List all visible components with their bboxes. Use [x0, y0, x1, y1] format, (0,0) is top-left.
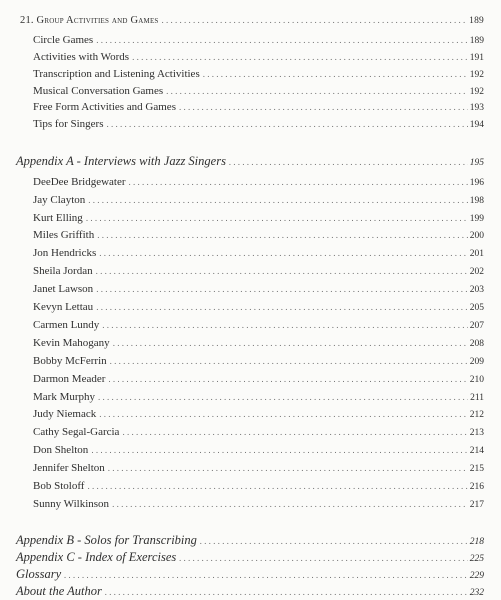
toc-item [33, 481, 484, 493]
appendix-title: Appendix B - Solos for Transcribing [16, 533, 197, 547]
toc-item-label: Janet Lawson [33, 283, 94, 295]
dot-leader [64, 571, 468, 580]
toc-item [33, 52, 484, 64]
page-number: 200 [469, 231, 484, 241]
page-number: 189 [469, 36, 484, 46]
page-number: 218 [469, 537, 484, 547]
dot-leader [132, 53, 468, 62]
dot-leader [179, 103, 468, 112]
toc-item-label: Free Form Activities and Games [33, 101, 176, 113]
toc-item-label: Carmen Lundy [33, 319, 100, 331]
dot-leader [110, 357, 468, 366]
page-number: 192 [469, 87, 484, 97]
dot-leader [91, 446, 467, 455]
toc-item-label: Kevin Mahogany [33, 337, 110, 349]
dot-leader [105, 588, 468, 597]
chapter-title: 21. Group Activities and Games [20, 15, 159, 26]
toc-item-label: Sheila Jordan [33, 265, 93, 277]
toc-item-label: Transcription and Listening Activities [33, 68, 200, 80]
page-number: 189 [469, 16, 484, 26]
appendix-title: Appendix A - Interviews with Jazz Singers [16, 154, 226, 168]
toc-item-label: Darmon Meader [33, 373, 106, 385]
toc-item [33, 177, 484, 189]
dot-leader [200, 537, 468, 546]
toc-item-label: Activities with Words [33, 51, 130, 63]
toc-item-label: Miles Griffith [33, 229, 95, 241]
dot-leader [162, 16, 468, 25]
toc-glossary [16, 568, 484, 582]
toc-chapter-21 [20, 16, 484, 27]
page-number: 225 [469, 554, 484, 564]
toc-item-label: Kevyn Lettau [33, 301, 94, 313]
toc-item [33, 213, 484, 225]
toc-item-label: Judy Niemack [33, 408, 97, 420]
toc-item-label: Kurt Elling [33, 212, 83, 224]
toc-item [33, 338, 484, 350]
toc-item [33, 102, 484, 114]
dot-leader [108, 375, 467, 384]
dot-leader [102, 321, 467, 330]
toc-item-label: Cathy Segal-Garcia [33, 426, 120, 438]
page-number: 191 [469, 53, 484, 63]
toc-item [33, 499, 484, 511]
toc-item-label: DeeDee Bridgewater [33, 176, 126, 188]
page-number: 201 [469, 249, 484, 259]
page-number: 205 [469, 303, 484, 313]
toc-item [33, 266, 484, 278]
page-number: 198 [469, 196, 484, 206]
page-number: 216 [469, 482, 484, 492]
dot-leader [96, 267, 468, 276]
section-title: Glossary [16, 567, 62, 581]
section-title: About the Author [16, 584, 102, 598]
toc-item [33, 392, 484, 404]
appendix-title: Appendix C - Index of Exercises [16, 550, 177, 564]
page-number: 203 [469, 285, 484, 295]
toc-item [33, 427, 484, 439]
toc-item [33, 119, 484, 131]
page-number: 208 [469, 339, 484, 349]
page-number: 194 [469, 120, 484, 130]
toc-item [33, 374, 484, 386]
dot-leader [166, 87, 468, 96]
toc-item-label: Sunny Wilkinson [33, 498, 110, 510]
toc-item-label: Don Shelton [33, 444, 89, 456]
dot-leader [129, 178, 468, 187]
dot-leader [122, 428, 467, 437]
toc-item [33, 69, 484, 81]
page-number: 195 [469, 158, 484, 168]
page-number: 212 [469, 410, 484, 420]
toc-item [33, 284, 484, 296]
dot-leader [86, 214, 468, 223]
dot-leader [179, 554, 468, 563]
toc-item [33, 463, 484, 475]
toc-item-label: Bobby McFerrin [33, 355, 107, 367]
toc-item [33, 248, 484, 260]
page-number: 202 [469, 267, 484, 277]
toc-item-label: Jon Hendricks [33, 247, 97, 259]
page-number: 192 [469, 70, 484, 80]
toc-appendix-b [16, 534, 484, 548]
dot-leader [99, 249, 468, 258]
toc-item-label: Jennifer Shelton [33, 462, 105, 474]
dot-leader [98, 393, 468, 402]
page-number: 199 [469, 214, 484, 224]
toc-item-label: Tips for Singers [33, 118, 104, 130]
dot-leader [108, 464, 468, 473]
toc-item [33, 445, 484, 457]
dot-leader [88, 196, 468, 205]
dot-leader [97, 231, 468, 240]
dot-leader [203, 70, 468, 79]
page-number: 232 [469, 588, 484, 598]
toc-item [33, 302, 484, 314]
toc-item [33, 230, 484, 242]
toc-about-the-author [16, 585, 484, 599]
page-number: 213 [469, 428, 484, 438]
dot-leader [96, 36, 468, 45]
toc-appendix-c [16, 551, 484, 565]
dot-leader [107, 120, 468, 129]
dot-leader [96, 303, 468, 312]
toc-item-label: Circle Games [33, 34, 94, 46]
toc-item-label: Jay Clayton [33, 194, 86, 206]
toc-item-label: Mark Murphy [33, 391, 96, 403]
toc-item [33, 356, 484, 368]
dot-leader [87, 482, 467, 491]
page-number: 210 [469, 375, 484, 385]
toc-item [33, 35, 484, 47]
page-number: 209 [469, 357, 484, 367]
toc-item-label: Bob Stoloff [33, 480, 85, 492]
dot-leader [99, 410, 468, 419]
dot-leader [113, 339, 468, 348]
page-number: 211 [470, 393, 484, 403]
toc-appendix-a [16, 155, 484, 169]
page-number: 215 [469, 464, 484, 474]
toc-item [33, 320, 484, 332]
toc-item-label: Musical Conversation Games [33, 85, 164, 97]
dot-leader [112, 500, 468, 509]
dot-leader [96, 285, 468, 294]
toc-item [33, 195, 484, 207]
dot-leader [229, 158, 468, 167]
page-number: 196 [469, 178, 484, 188]
page-number: 214 [469, 446, 484, 456]
page-number: 217 [469, 500, 484, 510]
page-number: 193 [469, 103, 484, 113]
page-number: 207 [469, 321, 484, 331]
toc-item [33, 86, 484, 98]
toc-item [33, 409, 484, 421]
page-number: 229 [469, 571, 484, 581]
